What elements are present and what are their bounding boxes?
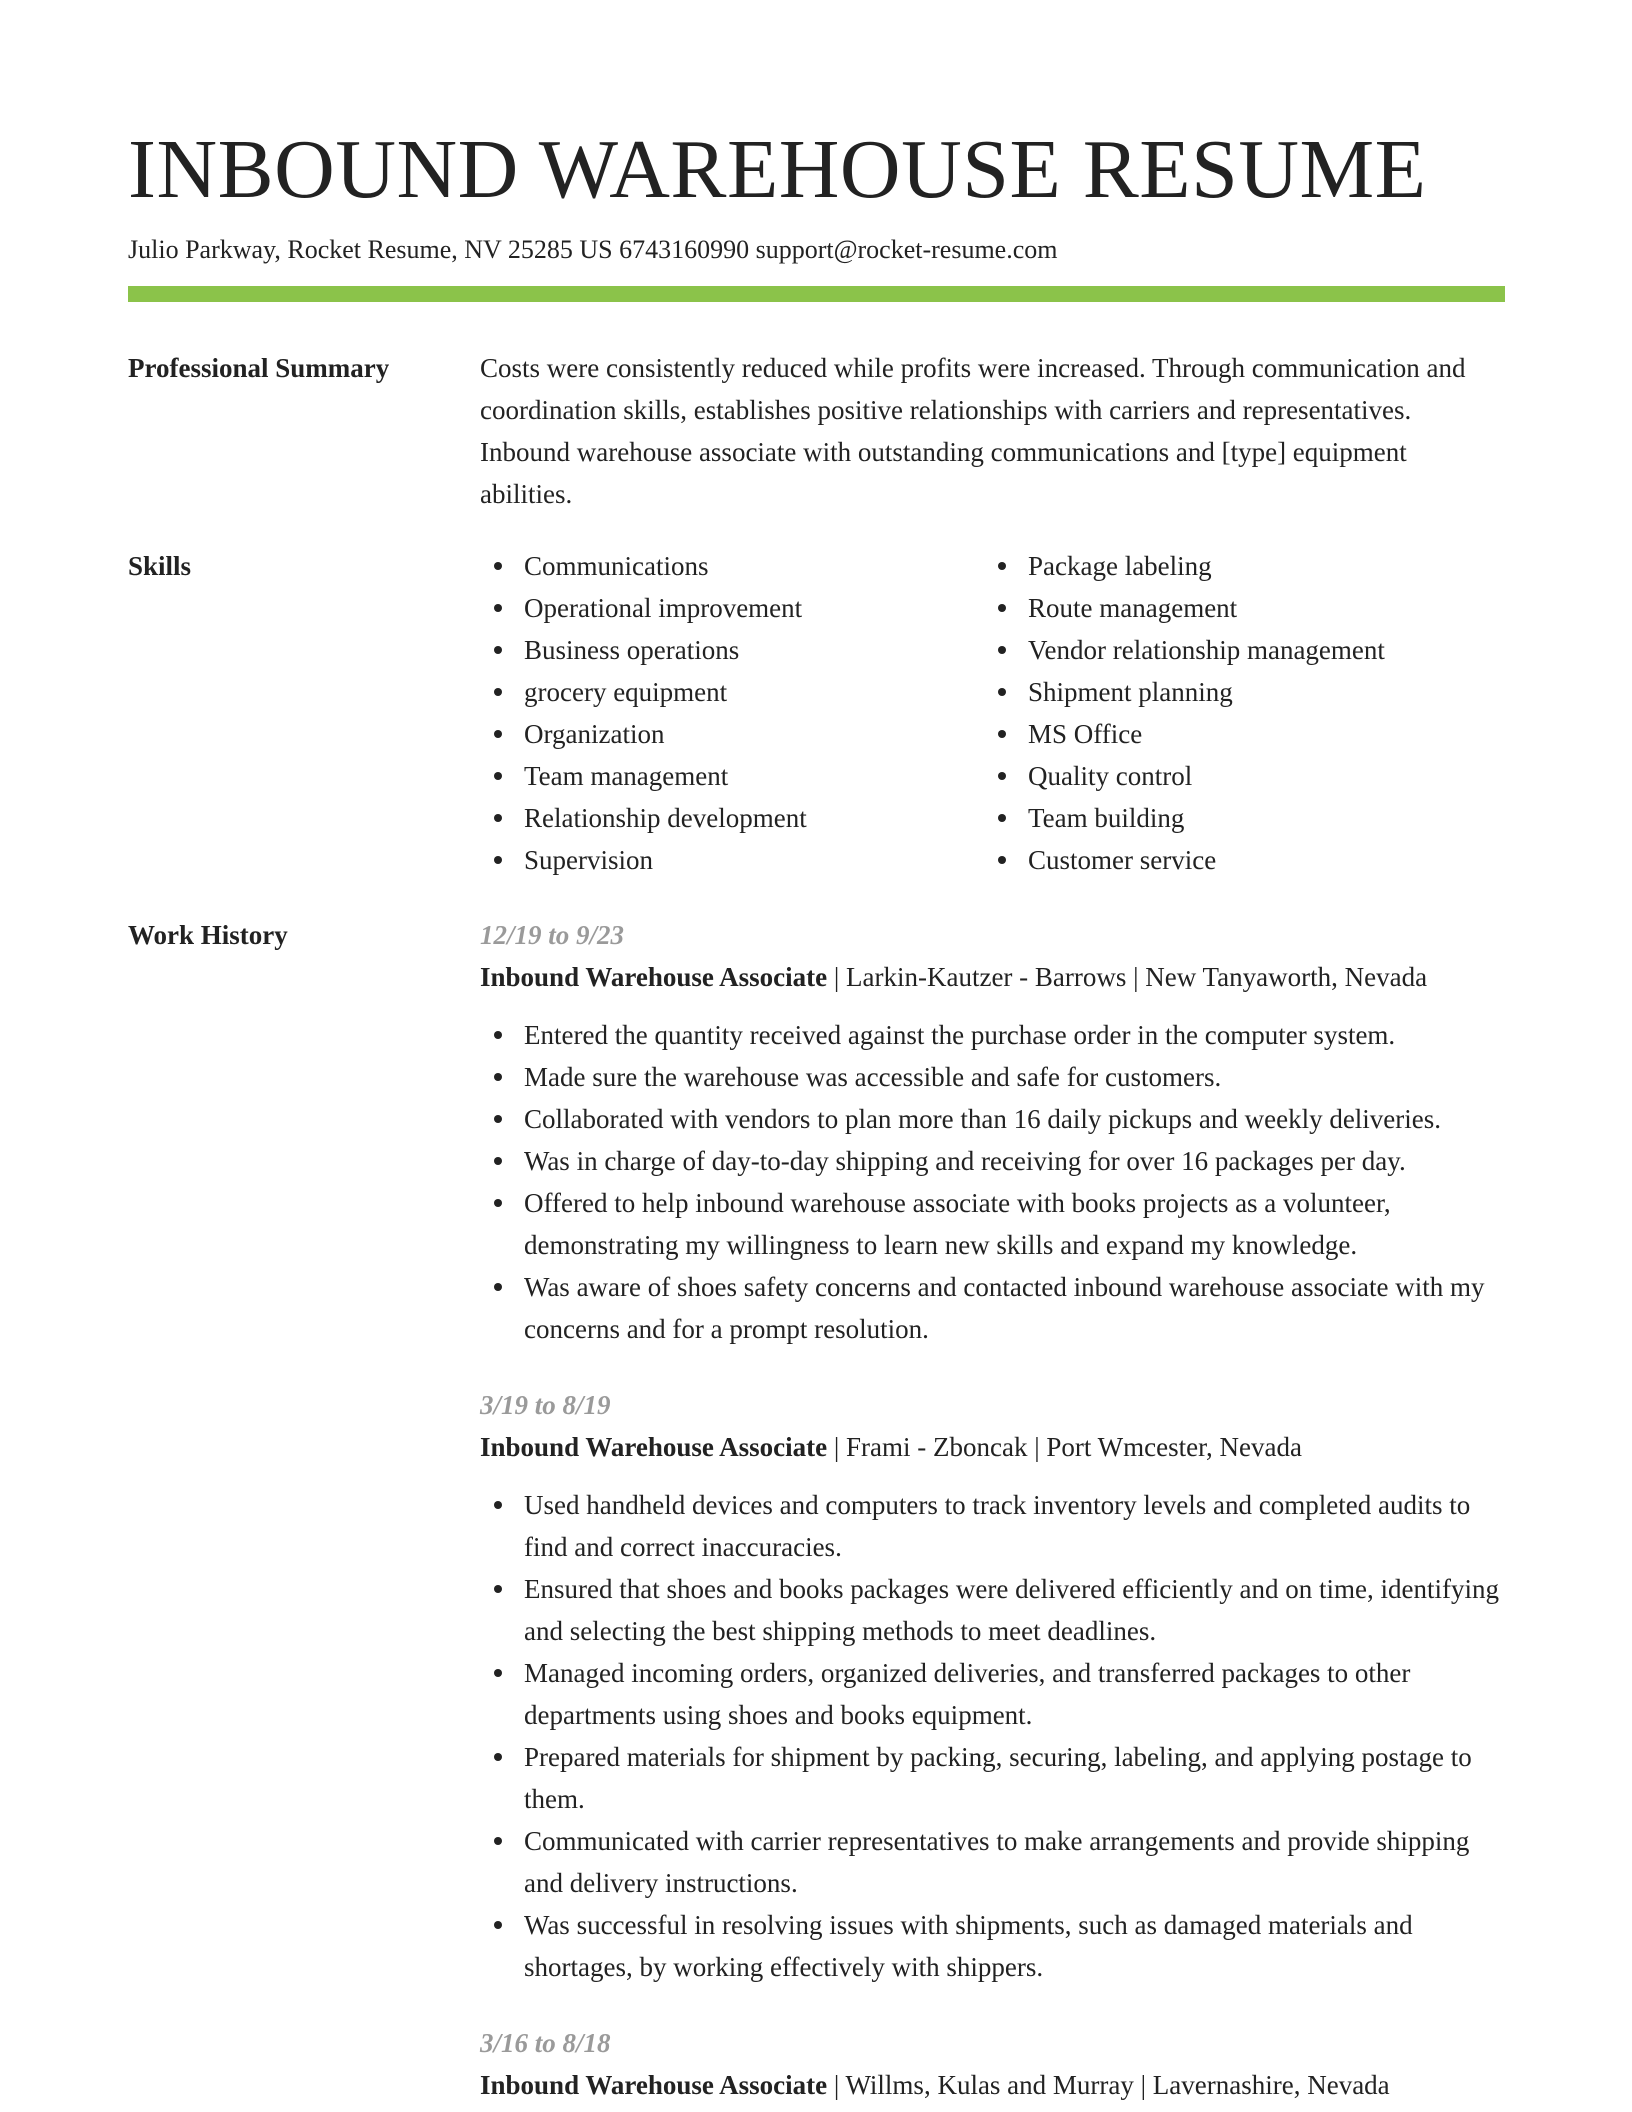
job-bullet: Managed incoming orders, organized deliveries, and transferred packages to other departments using shoes and books equipment. xyxy=(480,1652,1505,1736)
summary-text: Costs were consistently reduced while profits were increased. Through communication and coordination skills, establishes positive relationships with carriers and representatives. Inbound warehouse associate with outstanding communications and [type] equipment abilities. xyxy=(480,353,1466,509)
job-dates: 12/19 to 9/23 xyxy=(480,920,625,950)
skill-item: Route management xyxy=(984,587,1488,629)
job-details: | Willms, Kulas and Murray | Lavernashire, Nevada xyxy=(827,2070,1390,2100)
skill-item: Quality control xyxy=(984,755,1488,797)
contact-line: Julio Parkway, Rocket Resume, NV 25285 US 6743160990 support@rocket-resume.com xyxy=(128,235,1058,264)
skill-item: Team building xyxy=(984,797,1488,839)
job-bullet: Entered the quantity received against the purchase order in the computer system. xyxy=(480,1014,1505,1056)
job-dates: 3/16 to 8/18 xyxy=(480,2028,611,2058)
job-entry xyxy=(480,914,1505,1350)
job-entry xyxy=(480,2022,1505,2106)
skill-item: Package labeling xyxy=(984,545,1488,587)
resume-title: INBOUND WAREHOUSE RESUME xyxy=(128,123,1427,216)
skill-item: MS Office xyxy=(984,713,1488,755)
skill-item: Team management xyxy=(480,755,984,797)
skills-label: Skills xyxy=(128,551,192,581)
skill-item: Communications xyxy=(480,545,984,587)
skill-item: Business operations xyxy=(480,629,984,671)
skill-item: Relationship development xyxy=(480,797,984,839)
job-bullet: Collaborated with vendors to plan more than 16 daily pickups and weekly deliveries. xyxy=(480,1098,1505,1140)
job-bullet: Was in charge of day-to-day shipping and receiving for over 16 packages per day. xyxy=(480,1140,1505,1182)
job-bullet: Made sure the warehouse was accessible and safe for customers. xyxy=(480,1056,1505,1098)
job-bullet: Communicated with carrier representatives to make arrangements and provide shipping and delivery instructions. xyxy=(480,1820,1505,1904)
job-bullet: Was successful in resolving issues with shipments, such as damaged materials and shortages, by working effectively with shippers. xyxy=(480,1904,1505,1988)
summary-label: Professional Summary xyxy=(128,353,390,383)
job-bullets xyxy=(480,1484,1505,1988)
skill-item: grocery equipment xyxy=(480,671,984,713)
skill-item: Customer service xyxy=(984,839,1488,881)
skills-list-left xyxy=(480,545,984,881)
job-bullet: Offered to help inbound warehouse associate with books projects as a volunteer, demonstrating my willingness to learn new skills and expand my knowledge. xyxy=(480,1182,1505,1266)
job-entry xyxy=(480,1384,1505,1988)
job-bullets xyxy=(480,1014,1505,1350)
skill-item: Supervision xyxy=(480,839,984,881)
job-title: Inbound Warehouse Associate xyxy=(480,2070,828,2100)
job-dates: 3/19 to 8/19 xyxy=(480,1390,611,1420)
skill-item: Shipment planning xyxy=(984,671,1488,713)
job-heading xyxy=(480,2064,1505,2106)
skills-body xyxy=(480,545,1505,881)
skill-item: Vendor relationship management xyxy=(984,629,1488,671)
resume-page xyxy=(128,0,1505,2112)
job-title: Inbound Warehouse Associate xyxy=(480,1432,828,1462)
job-bullet: Used handheld devices and computers to track inventory levels and completed audits to find and correct inaccuracies. xyxy=(480,1484,1505,1568)
job-heading xyxy=(480,1426,1505,1468)
skill-item: Operational improvement xyxy=(480,587,984,629)
job-heading xyxy=(480,956,1505,998)
job-bullet: Was aware of shoes safety concerns and contacted inbound warehouse associate with my concerns and for a prompt resolution. xyxy=(480,1266,1505,1350)
job-bullet: Prepared materials for shipment by packing, securing, labeling, and applying postage to them. xyxy=(480,1736,1505,1820)
work-history-label: Work History xyxy=(128,920,288,950)
accent-divider xyxy=(128,286,1505,302)
job-details: | Frami - Zboncak | Port Wmcester, Nevada xyxy=(827,1432,1302,1462)
skill-item: Organization xyxy=(480,713,984,755)
job-title: Inbound Warehouse Associate xyxy=(480,962,828,992)
work-history-body xyxy=(480,914,1505,2112)
job-details: | Larkin-Kautzer - Barrows | New Tanyaworth, Nevada xyxy=(827,962,1428,992)
skills-list-right xyxy=(984,545,1488,881)
job-bullet: Ensured that shoes and books packages were delivered efficiently and on time, identifying and selecting the best shipping methods to meet deadlines. xyxy=(480,1568,1505,1652)
summary-body xyxy=(480,347,1505,515)
